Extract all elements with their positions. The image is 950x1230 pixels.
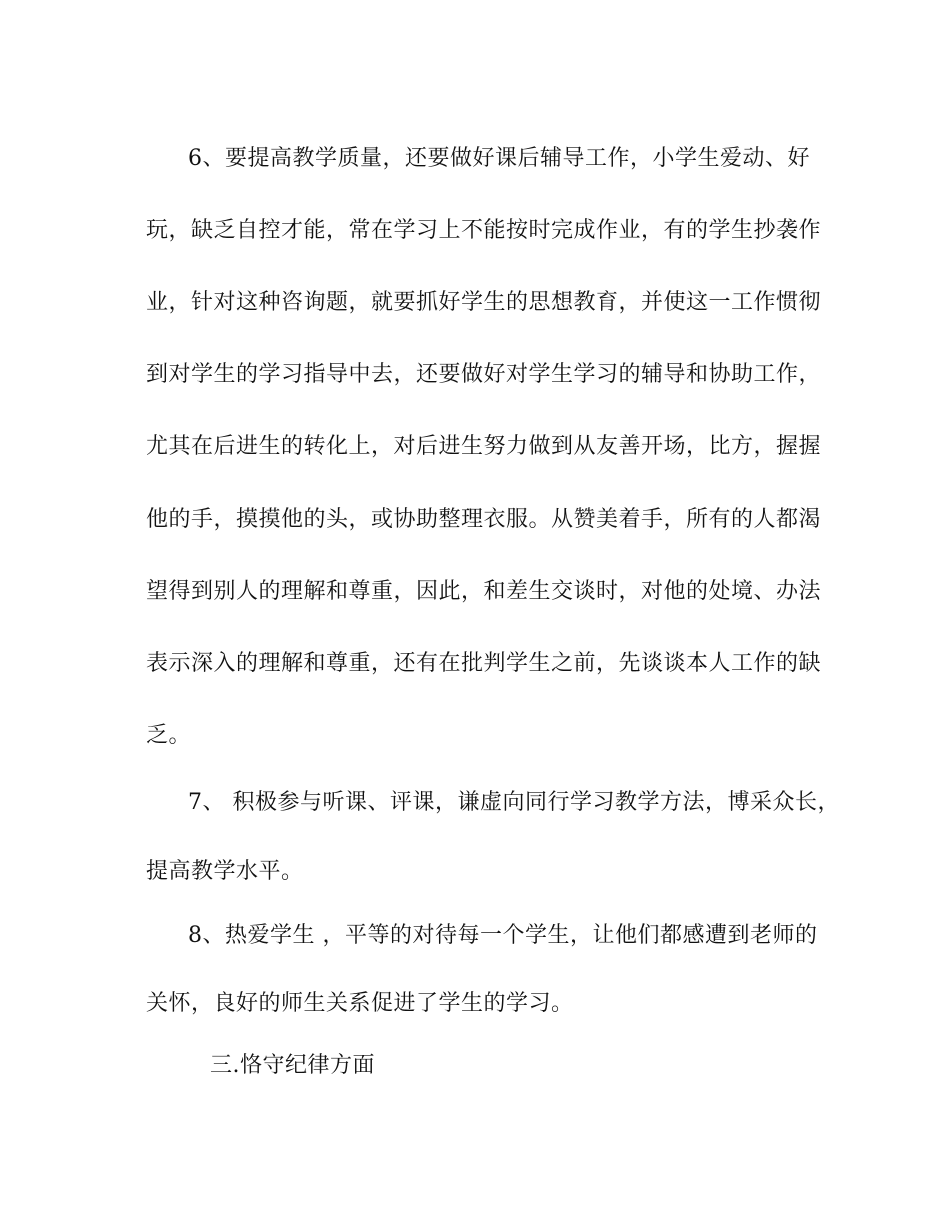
paragraph-6-line-7: 望得到别人的理解和尊重，因此，和差生交谈时，对他的处境、办法 [146, 579, 822, 604]
paragraph-8-line-1: 8、热爱学生 ，平等的对待每一个学生，让他们都感遭到老师的 [188, 923, 818, 948]
paragraph-6-line-3: 业，针对这种咨询题，就要抓好学生的思想教育，并使这一工作惯彻 [146, 290, 822, 315]
paragraph-7-line-2: 提高教学水平。 [146, 859, 304, 884]
paragraph-6-line-5: 尤其在后进生的转化上，对后进生努力做到从友善开场，比方，握握 [146, 434, 822, 459]
paragraph-8-line-2: 关怀，良好的师生关系促进了学生的学习。 [146, 991, 574, 1016]
paragraph-7-line-1: 7、 积极参与听课、评课，谦虚向同行学习教学方法，博采众长， [188, 790, 840, 815]
section-heading: 三.恪守纪律方面 [210, 1053, 375, 1078]
paragraph-6-line-4: 到对学生的学习指导中去，还要做好对学生学习的辅导和协助工作， [146, 362, 822, 387]
paragraph-6-line-8: 表示深入的理解和尊重，还有在批判学生之前，先谈谈本人工作的缺 [146, 651, 822, 676]
paragraph-6-line-2: 玩，缺乏自控才能，常在学习上不能按时完成作业，有的学生抄袭作 [146, 218, 822, 243]
paragraph-6-line-9: 乏。 [146, 723, 192, 748]
paragraph-6-line-6: 他的手，摸摸他的头，或协助整理衣服。从赞美着手，所有的人都渴 [146, 507, 822, 532]
paragraph-6-line-1: 6、要提高教学质量，还要做好课后辅导工作，小学生爱动、好 [188, 146, 810, 171]
